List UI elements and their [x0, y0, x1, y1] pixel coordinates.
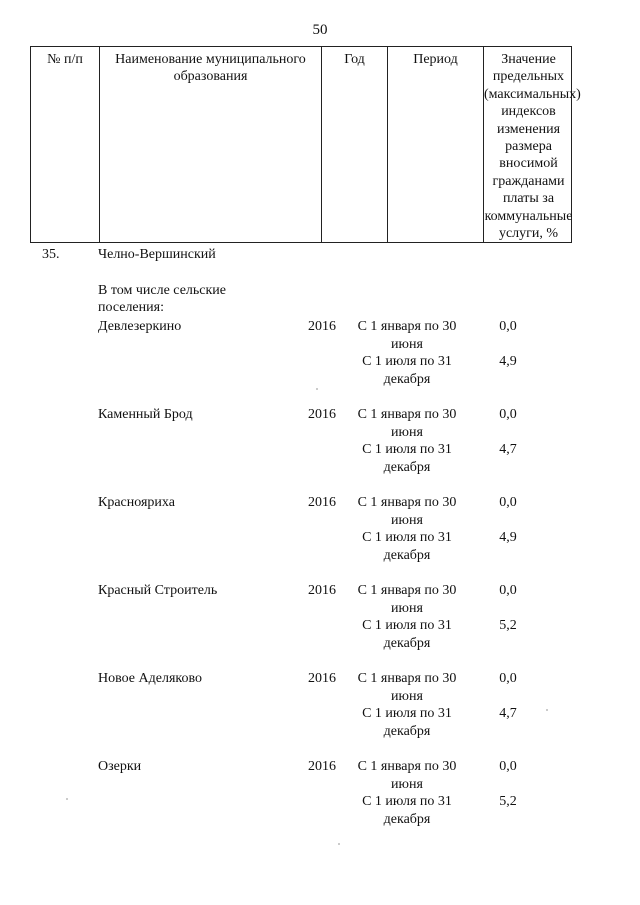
settlement-year: 2016: [308, 319, 336, 334]
index-value-second-half: 4,7: [499, 706, 517, 721]
table-header: [30, 46, 581, 243]
period-second-half: С 1 июля по 31 декабря: [362, 706, 452, 739]
index-value-second-half: 5,2: [499, 618, 517, 633]
page-number: 50: [312, 22, 328, 38]
settlement-year: 2016: [308, 495, 336, 510]
index-value-second-half: 5,2: [499, 794, 517, 809]
index-value-second-half: 4,7: [499, 442, 517, 457]
period-second-half: С 1 июля по 31 декабря: [362, 530, 452, 563]
header-col-index-value: Значение предельных (максимальных) индексов изменения размера вносимой гражданами платы за коммунальные услуги, %: [483, 47, 573, 242]
header-col-year: Год: [321, 47, 387, 242]
header-col-number: № п/п: [47, 52, 83, 67]
index-value-first-half: 0,0: [499, 319, 517, 334]
settlement-year: 2016: [308, 407, 336, 422]
settlement-name: Озерки: [98, 759, 142, 774]
period-first-half: С 1 января по 30 июня: [357, 495, 457, 528]
subheading-rural-settlements: В том числе сельские поселения:: [98, 283, 227, 315]
settlement-name: Краснояриха: [98, 495, 175, 510]
settlement-name: Каменный Брод: [98, 407, 193, 422]
period-second-half: С 1 июля по 31 декабря: [362, 354, 452, 387]
header-col-municipality: Наименование муниципального образования: [99, 47, 321, 242]
municipality-name: Челно-Вершинский: [98, 247, 216, 262]
index-value-first-half: 0,0: [499, 407, 517, 422]
period-second-half: С 1 июля по 31 декабря: [362, 442, 452, 475]
municipality-number: 35.: [42, 247, 60, 262]
period-first-half: С 1 января по 30 июня: [357, 671, 457, 704]
settlement-year: 2016: [308, 759, 336, 774]
settlement-year: 2016: [308, 671, 336, 686]
index-value-second-half: 4,9: [499, 530, 517, 545]
index-value-first-half: 0,0: [499, 671, 517, 686]
settlement-name: Новое Аделяково: [98, 671, 202, 686]
index-value-first-half: 0,0: [499, 495, 517, 510]
period-first-half: С 1 января по 30 июня: [357, 407, 457, 440]
period-second-half: С 1 июля по 31 декабря: [362, 618, 452, 651]
index-value-first-half: 0,0: [499, 583, 517, 598]
settlement-name: Девлезеркино: [98, 319, 182, 334]
period-first-half: С 1 января по 30 июня: [357, 759, 457, 792]
header-col-period: Период: [387, 47, 483, 242]
index-value-second-half: 4,9: [499, 354, 517, 369]
settlement-year: 2016: [308, 583, 336, 598]
period-second-half: С 1 июля по 31 декабря: [362, 794, 452, 827]
period-first-half: С 1 января по 30 июня: [357, 583, 457, 616]
index-value-first-half: 0,0: [499, 759, 517, 774]
settlement-name: Красный Строитель: [98, 583, 218, 598]
period-first-half: С 1 января по 30 июня: [357, 319, 457, 352]
